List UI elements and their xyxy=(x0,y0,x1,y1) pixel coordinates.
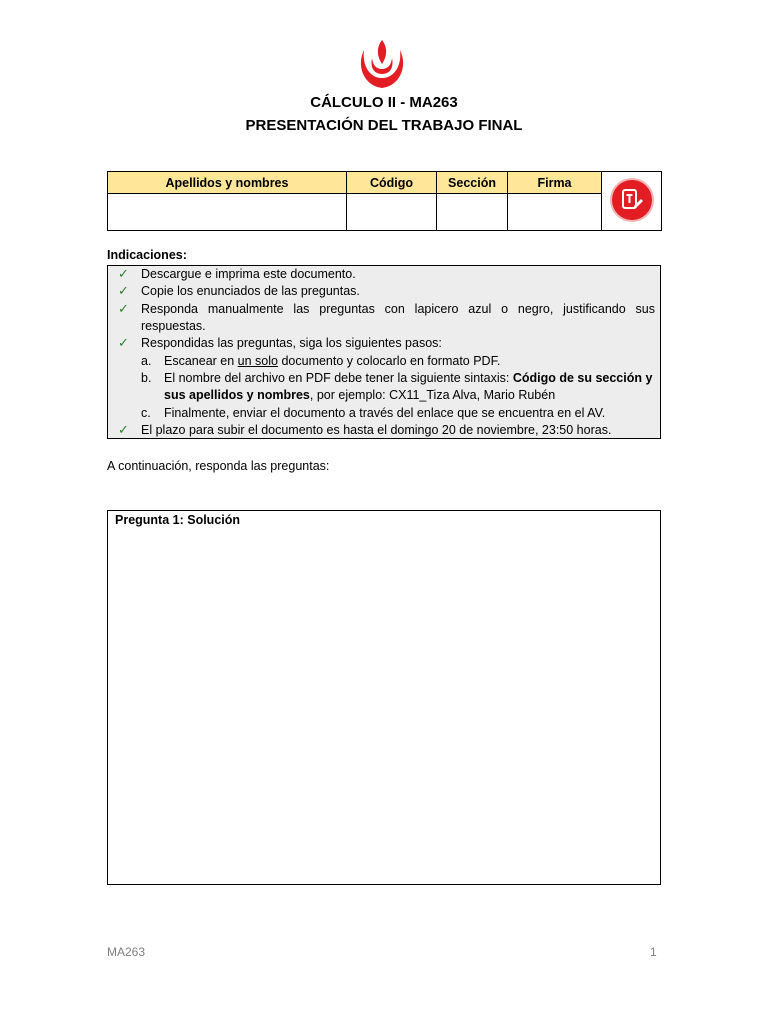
student-info-table xyxy=(107,171,662,231)
instruction-item: Descargue e imprima este documento. xyxy=(141,267,356,281)
document-title: CÁLCULO II - MA263 xyxy=(310,94,458,111)
header-signature: Firma xyxy=(508,172,602,194)
sub-step: El nombre del archivo en PDF debe tener la siguiente sintaxis: Código de su sección y xyxy=(164,371,653,385)
check-icon: ✓ xyxy=(118,422,129,437)
instruction-item: Copie los enunciados de las preguntas. xyxy=(141,284,360,298)
check-icon: ✓ xyxy=(118,266,129,281)
names-field[interactable] xyxy=(108,194,347,231)
header-code: Código xyxy=(347,172,437,194)
instructions-label: Indicaciones: xyxy=(107,248,187,262)
instruction-item-continued: respuestas. xyxy=(141,319,206,333)
header-section: Sección xyxy=(437,172,508,194)
section-field[interactable] xyxy=(437,194,508,231)
sub-step: Finalmente, enviar el documento a través del enlace que se encuentra en el AV. xyxy=(164,406,606,420)
sub-step-letter: a. xyxy=(141,354,152,368)
check-icon: ✓ xyxy=(118,335,129,350)
sub-step-letter: c. xyxy=(141,406,151,420)
answer-label: Pregunta 1: Solución xyxy=(115,513,241,527)
check-icon: ✓ xyxy=(118,301,129,316)
university-logo xyxy=(354,36,410,92)
document-subtitle: PRESENTACIÓN DEL TRABAJO FINAL xyxy=(245,117,523,134)
signature-field[interactable] xyxy=(508,194,602,231)
check-icon: ✓ xyxy=(118,283,129,298)
instruction-item: Respondidas las preguntas, siga los siguientes pasos: xyxy=(141,336,442,350)
instruction-item: Responda manualmente las preguntas con lapicero azul o negro, justificando sus xyxy=(141,302,655,316)
answer-box[interactable] xyxy=(107,510,661,885)
footer-course-code: MA263 xyxy=(107,945,146,959)
signature-icon-cell xyxy=(602,172,662,231)
sign-document-icon xyxy=(612,180,652,220)
code-field[interactable] xyxy=(347,194,437,231)
footer-page-number: 1 xyxy=(650,945,657,959)
sub-step: Escanear en un solo documento y colocarlo en formato PDF. xyxy=(164,354,501,368)
instruction-item: El plazo para subir el documento es hasta el domingo 20 de noviembre, 23:50 horas. xyxy=(141,423,612,437)
instructions-box xyxy=(107,265,661,439)
continuation-text: A continuación, responda las preguntas: xyxy=(107,459,330,473)
sub-step-letter: b. xyxy=(141,371,152,385)
sub-step-continued: sus apellidos y nombres, por ejemplo: CX11_Tiza Alva, Mario Rubén xyxy=(164,388,556,402)
header-names: Apellidos y nombres xyxy=(108,172,347,194)
